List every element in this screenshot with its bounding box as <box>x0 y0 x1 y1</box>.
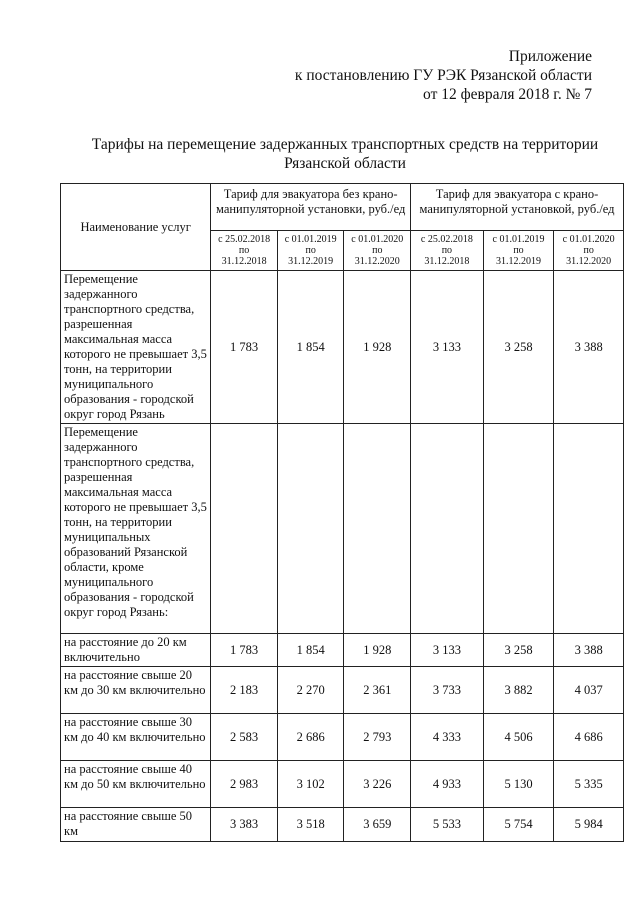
tariff-value: 3 388 <box>554 634 624 667</box>
tariff-value: 4 037 <box>554 667 624 714</box>
period-header: с 25.02.2018 по 31.12.2018 <box>211 231 278 271</box>
tariff-value: 1 854 <box>277 634 344 667</box>
tariff-value <box>411 424 484 634</box>
service-name: на расстояние свыше 50 км <box>61 808 211 842</box>
period-header: с 01.01.2019 по 31.12.2019 <box>483 231 554 271</box>
tariff-value: 1 783 <box>211 271 278 424</box>
tariff-value: 2 686 <box>277 714 344 761</box>
service-name: Перемещение задержанного транспортного средства, разрешенная максимальная масса которого не превышает 3,5 тонн, на территории муниципального образования - городской округ город Рязань <box>61 271 211 424</box>
tariff-value: 2 270 <box>277 667 344 714</box>
period-header: с 25.02.2018 по 31.12.2018 <box>411 231 484 271</box>
tariff-value: 3 733 <box>411 667 484 714</box>
tariff-value <box>211 424 278 634</box>
tariff-table <box>60 183 624 842</box>
service-column-header: Наименование услуг <box>61 184 211 271</box>
resolution-date: от 12 февраля 2018 г. № 7 <box>423 86 592 103</box>
period-header: с 01.01.2020 по 31.12.2020 <box>344 231 411 271</box>
tariff-value: 4 933 <box>411 761 484 808</box>
tariff-value <box>483 424 554 634</box>
tariff-value: 2 361 <box>344 667 411 714</box>
tariff-value: 2 793 <box>344 714 411 761</box>
service-name: на расстояние до 20 км включительно <box>61 634 211 667</box>
tariff-value: 3 258 <box>483 634 554 667</box>
table-row <box>61 634 624 667</box>
tariff-value: 3 882 <box>483 667 554 714</box>
period-header: с 01.01.2019 по 31.12.2019 <box>277 231 344 271</box>
document-title <box>80 135 610 173</box>
tariff-value: 3 258 <box>483 271 554 424</box>
tariff-value: 3 388 <box>554 271 624 424</box>
tariff-value: 4 333 <box>411 714 484 761</box>
tariff-value: 2 983 <box>211 761 278 808</box>
tariff-value: 5 984 <box>554 808 624 842</box>
tariff-value: 5 130 <box>483 761 554 808</box>
service-name: на расстояние свыше 30 км до 40 км включительно <box>61 714 211 761</box>
tariff-value: 3 659 <box>344 808 411 842</box>
resolution-reference: к постановлению ГУ РЭК Рязанской области <box>294 67 592 84</box>
table-row <box>61 424 624 634</box>
tariff-value: 5 754 <box>483 808 554 842</box>
group-header-without-crane: Тариф для эвакуатора без крано-манипуляторной установки, руб./ед <box>211 184 411 231</box>
period-header: с 01.01.2020 по 31.12.2020 <box>554 231 624 271</box>
table-row <box>61 761 624 808</box>
tariff-value: 5 335 <box>554 761 624 808</box>
tariff-value: 3 518 <box>277 808 344 842</box>
table-row <box>61 808 624 842</box>
tariff-value <box>554 424 624 634</box>
tariff-value: 3 133 <box>411 271 484 424</box>
table-row <box>61 271 624 424</box>
tariff-value: 1 783 <box>211 634 278 667</box>
tariff-value: 4 506 <box>483 714 554 761</box>
tariff-value: 3 226 <box>344 761 411 808</box>
service-name: Перемещение задержанного транспортного средства, разрешенная максимальная масса которого не превышает 3,5 тонн, на территории муниципальных образований Рязанской области, кроме муниципального образования - городской округ город Рязань: <box>61 424 211 634</box>
appendix-label: Приложение <box>508 48 592 65</box>
tariff-value <box>277 424 344 634</box>
service-name: на расстояние свыше 40 км до 50 км включительно <box>61 761 211 808</box>
service-name: на расстояние свыше 20 км до 30 км включительно <box>61 667 211 714</box>
tariff-value <box>344 424 411 634</box>
tariff-value: 2 183 <box>211 667 278 714</box>
tariff-value: 3 102 <box>277 761 344 808</box>
document-header <box>295 47 592 104</box>
table-row <box>61 714 624 761</box>
table-header-row <box>61 184 624 231</box>
title-line-1: Тарифы на перемещение задержанных транспортных средств на территории <box>91 136 599 153</box>
tariff-value: 1 928 <box>344 271 411 424</box>
group-header-with-crane: Тариф для эвакуатора с крано-манипуляторной установкой, руб./ед <box>411 184 624 231</box>
tariff-value: 3 133 <box>411 634 484 667</box>
tariff-value: 1 854 <box>277 271 344 424</box>
table-row <box>61 667 624 714</box>
tariff-value: 3 383 <box>211 808 278 842</box>
tariff-value: 4 686 <box>554 714 624 761</box>
title-line-2: Рязанской области <box>284 155 406 172</box>
tariff-value: 2 583 <box>211 714 278 761</box>
tariff-value: 1 928 <box>344 634 411 667</box>
tariff-value: 5 533 <box>411 808 484 842</box>
